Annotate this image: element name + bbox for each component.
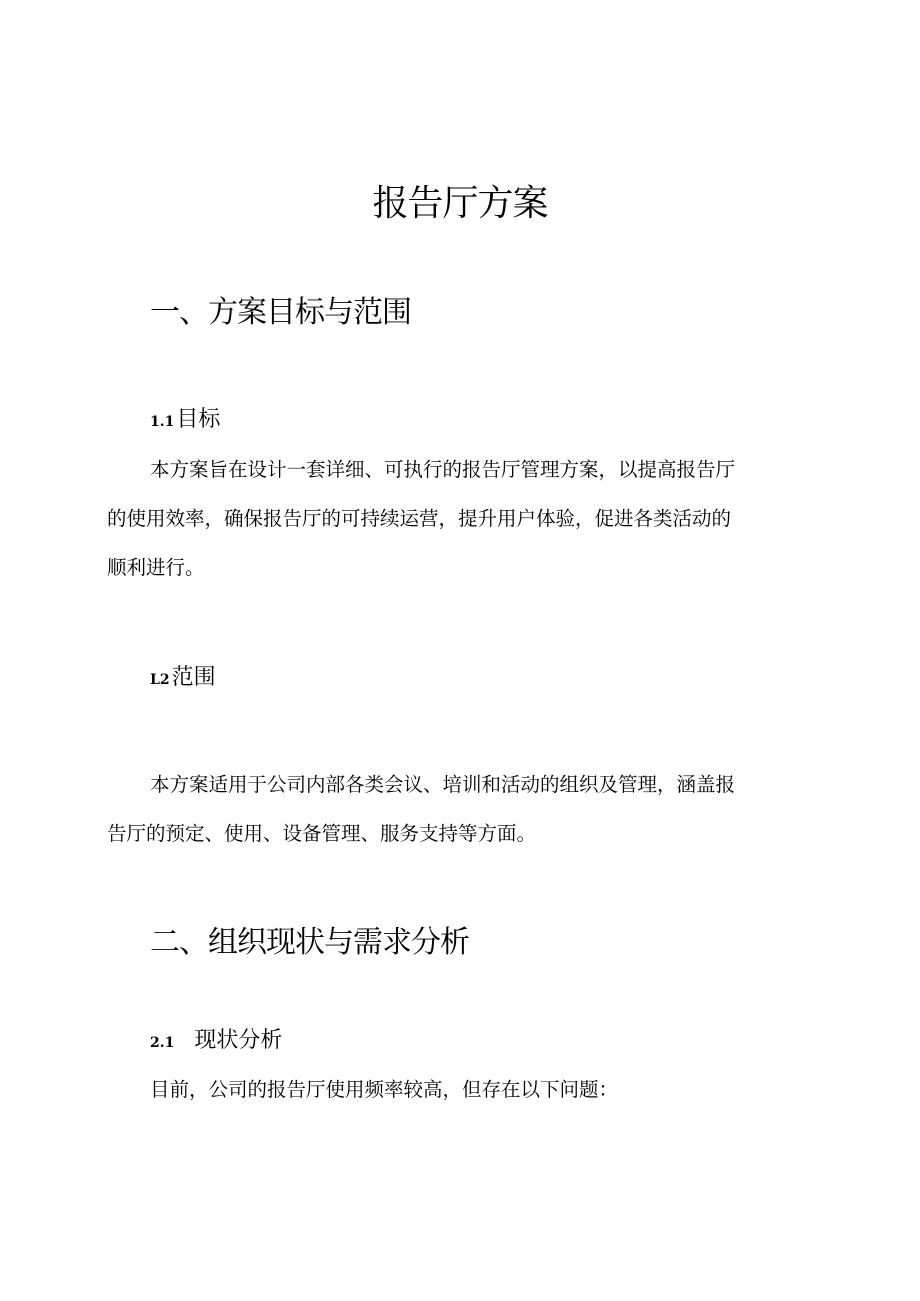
paragraph-line: 目前，公司的报告厅使用频率较高，但存在以下问题： — [150, 1078, 619, 1101]
paragraph-line: 的使用效率，确保报告厅的可持续运营，提升用户体验，促进各类活动的 — [107, 507, 732, 530]
subsection-number: 1.1 — [150, 414, 175, 430]
subsection-1-2-heading — [150, 664, 216, 694]
section-2-heading: 二、组织现状与需求分析 — [150, 925, 469, 960]
subsection-title: 现状分析 — [194, 1028, 283, 1053]
paragraph-line: 顺利进行。 — [107, 556, 205, 579]
document-title: 报告厅方案 — [372, 183, 548, 224]
paragraph-line: 本方案旨在设计一套详细、可执行的报告厅管理方案，以提高报告厅 — [150, 458, 736, 481]
subsection-2-1-heading — [150, 1027, 282, 1057]
subsection-number: L2 — [150, 672, 170, 688]
subsection-title: 范围 — [171, 665, 216, 690]
paragraph-line: 本方案适用于公司内部各类会议、培训和活动的组织及管理，涵盖报 — [150, 773, 736, 796]
subsection-1-1-heading — [150, 406, 220, 436]
section-1-heading: 一、方案目标与范围 — [150, 295, 411, 330]
paragraph-line: 告厅的预定、使用、设备管理、服务支持等方面。 — [107, 822, 537, 845]
subsection-title: 目标 — [176, 407, 221, 432]
subsection-number: 2.1 — [150, 1035, 175, 1051]
